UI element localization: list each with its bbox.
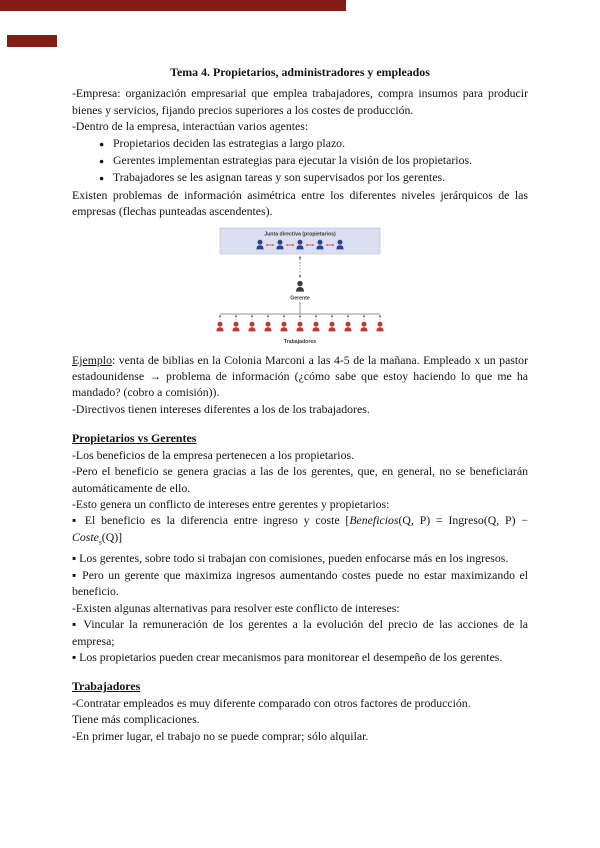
list-item-text: Gerentes implementan estrategias para ejecutar la visión de los propietarios. xyxy=(113,153,473,168)
arrow-up-icon xyxy=(363,314,366,316)
list-item-text: Propietarios deciden las estrategias a largo plazo. xyxy=(113,135,346,150)
document-title: Tema 4. Propietarios, administradores y empleados xyxy=(170,65,430,79)
person-icon xyxy=(344,321,351,331)
workers-label: Trabajadores xyxy=(283,338,317,345)
document-page xyxy=(72,64,528,744)
arrow-up-icon xyxy=(251,314,254,316)
list-item xyxy=(72,169,528,186)
formula-subscript: s xyxy=(98,537,102,547)
paragraph: -Los beneficios de la empresa pertenecen a los propietarios. xyxy=(72,447,355,462)
list-item-text: Trabajadores se les asignan tareas y son supervisados por los gerentes. xyxy=(113,170,446,185)
arrow-up-icon xyxy=(379,314,382,316)
arrow-up-icon xyxy=(219,314,222,316)
paragraph: ▪ Pero un gerente que maximiza ingresos aumentando costes puede no estar maximizando el beneficio. xyxy=(72,567,528,599)
section-heading-trabajadores: Trabajadores xyxy=(72,679,141,694)
arrow-up-icon xyxy=(235,314,238,316)
paragraph-agentes: -Dentro de la empresa, interactúan varios agentes: xyxy=(72,119,309,134)
paragraph: ▪ Vincular la remuneración de los gerentes a la evolución del precio de las acciones de la empresa; xyxy=(72,617,528,648)
section-heading-propietarios-vs-gerentes: Propietarios vs Gerentes xyxy=(72,431,197,446)
paragraph: ▪ Los gerentes, sobre todo si trabajan con comisiones, pueden enfocarse más en los ingresos. xyxy=(72,551,509,566)
person-icon xyxy=(296,281,304,292)
person-icon xyxy=(248,321,255,331)
person-icon xyxy=(376,321,383,331)
person-icon xyxy=(264,321,271,331)
person-icon xyxy=(280,321,287,331)
paragraph: Tiene más complicaciones. xyxy=(72,712,200,727)
arrow-up-icon xyxy=(283,314,286,316)
formula-coste: Coste xyxy=(72,529,99,544)
paragraph: -Esto genera un conflicto de intereses entre gerentes y propietarios: xyxy=(72,496,390,511)
arrow-up-icon xyxy=(331,314,334,316)
org-chart-svg xyxy=(205,226,395,348)
example-paragraph xyxy=(72,352,528,401)
bullet-icon: ● xyxy=(99,138,105,149)
paragraph: -Contratar empleados es muy diferente comparado con otros factores de producción. xyxy=(72,695,471,710)
org-chart-diagram xyxy=(205,226,395,348)
paragraph-asimetrica: Existen problemas de información asimétrica entre los diferentes niveles jerárquicos de las empresas (flechas punteadas ascendentes). xyxy=(72,187,528,219)
arrow-up-icon xyxy=(299,314,302,316)
person-icon xyxy=(296,321,303,331)
manager-label: Gerente xyxy=(290,295,310,302)
formula-paragraph xyxy=(72,512,528,550)
formula-pre: ▪ El beneficio es la diferencia entre ingreso y coste [ xyxy=(72,513,350,528)
agents-list xyxy=(72,135,528,187)
formula-mid: (Q, P) = Ingreso(Q, P) − xyxy=(398,513,528,528)
arrow-up-icon xyxy=(299,255,302,258)
arrow-up-icon xyxy=(347,314,350,316)
paragraph: -En primer lugar, el trabajo no se puede comprar; sólo alquilar. xyxy=(72,728,369,743)
bullet-icon: ● xyxy=(99,156,105,167)
person-icon xyxy=(328,321,335,331)
board-label: Junta directiva (propietarios) xyxy=(264,231,336,238)
person-icon xyxy=(360,321,367,331)
person-icon xyxy=(232,321,239,331)
arrow-down-icon xyxy=(299,275,302,278)
paragraph-empresa: -Empresa: organización empresarial que emplea trabajadores, compra insumos para producir bienes y servicios, fijando precios superiores a los costes de producción. xyxy=(72,86,528,117)
paragraph: -Pero el beneficio se genera gracias a las de los gerentes, que, en general, no se beneficiarán automáticamente de ello. xyxy=(72,464,528,495)
example-text: : venta de biblias en la Colonia Marconi a las 4-5 de la mañana. Empleado x un pastor estadounidense → problema de información (¿cómo sabe que estoy haciendo lo que me ha mandado? (cobro a comisión)). xyxy=(72,352,528,400)
scan-artifact-top-bar xyxy=(0,0,346,11)
formula-beneficios: Beneficios xyxy=(349,513,399,528)
paragraph-directivos: -Directivos tienen intereses diferentes a los de los trabajadores. xyxy=(72,401,370,416)
arrow-up-icon xyxy=(267,314,270,316)
bullet-icon: ● xyxy=(99,173,105,184)
formula-end: (Q)] xyxy=(101,529,123,544)
paragraph: ▪ Los propietarios pueden crear mecanismos para monitorear el desempeño de los gerentes. xyxy=(72,649,503,664)
person-icon xyxy=(312,321,319,331)
list-item xyxy=(72,152,528,169)
list-item xyxy=(72,135,528,152)
person-icon xyxy=(216,321,223,331)
paragraph: -Existen algunas alternativas para resolver este conflicto de intereses: xyxy=(72,600,400,615)
scan-artifact-block xyxy=(7,35,57,47)
arrow-up-icon xyxy=(315,314,318,316)
example-label: Ejemplo xyxy=(72,352,112,367)
